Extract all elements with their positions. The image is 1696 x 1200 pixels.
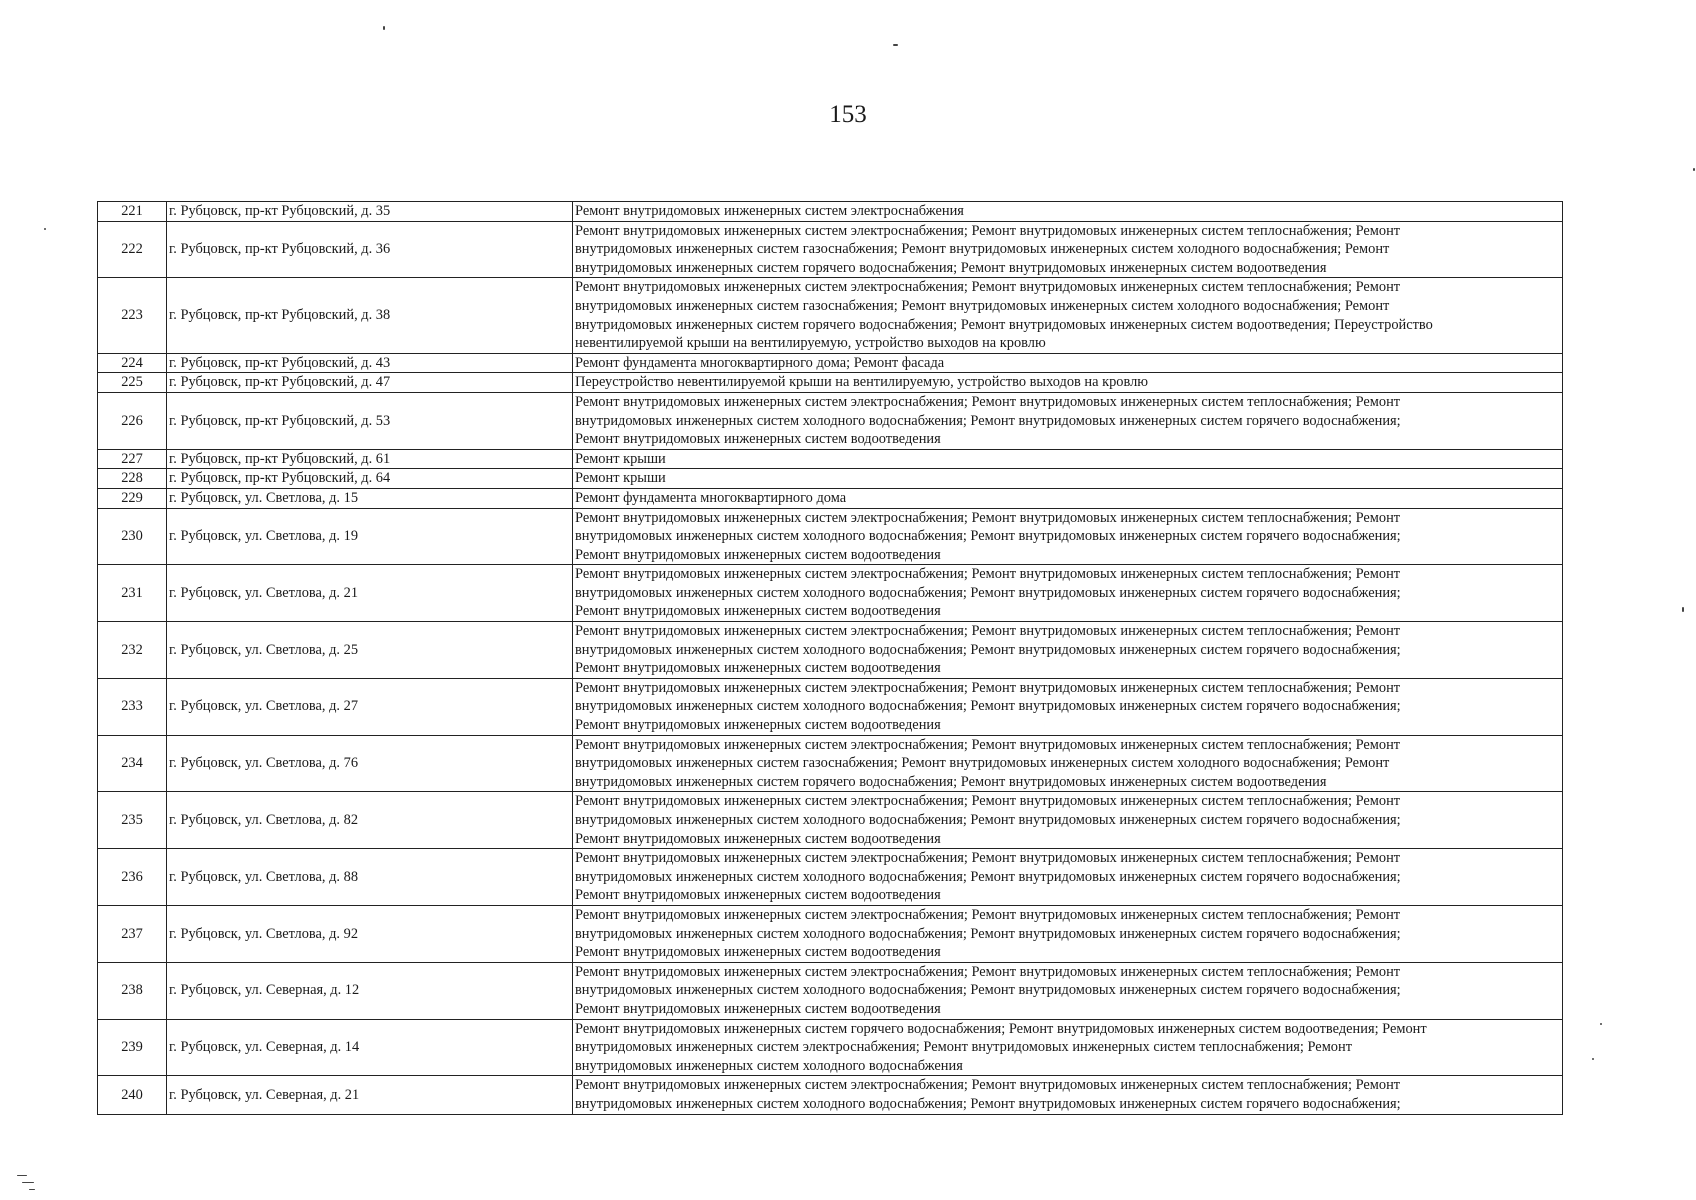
work-description-cell [573, 392, 1563, 449]
address-cell: г. Рубцовск, ул. Светлова, д. 15 [167, 488, 573, 508]
work-description-line: Ремонт внутридомовых инженерных систем водоотведения [575, 546, 941, 563]
work-description-line: Ремонт внутридомовых инженерных систем электроснабжения; Ремонт внутридомовых инженерных систем теплоснабжения; Ремонт [575, 623, 1401, 640]
address-cell: г. Рубцовск, ул. Светлова, д. 27 [167, 678, 573, 735]
work-description-line: внутридомовых инженерных систем газоснабжения; Ремонт внутридомовых инженерных систем холодного водоснабжения; Ремонт [575, 297, 1390, 314]
address-cell: г. Рубцовск, пр-кт Рубцовский, д. 53 [167, 392, 573, 449]
scan-speck [44, 228, 46, 230]
work-description-cell [573, 1019, 1563, 1076]
work-description-line: Ремонт внутридомовых инженерных систем водоотведения [575, 603, 941, 620]
work-description-cell [573, 202, 1563, 222]
table-row [98, 962, 1563, 1019]
work-description-line: внутридомовых инженерных систем холодного водоснабжения; Ремонт внутридомовых инженерных систем горячего водоснабжения; [575, 982, 1401, 999]
table-row [98, 565, 1563, 622]
row-number-cell: 232 [98, 622, 167, 679]
work-description-line: внутридомовых инженерных систем горячего водоснабжения; Ремонт внутридомовых инженерных систем водоотведения; Переустройство [575, 316, 1433, 333]
work-description-line: внутридомовых инженерных систем холодного водоснабжения; Ремонт внутридомовых инженерных систем горячего водоснабжения; [575, 528, 1401, 545]
scan-speck [893, 44, 898, 46]
row-number-cell: 225 [98, 373, 167, 393]
work-description-cell [573, 735, 1563, 792]
table-row [98, 202, 1563, 222]
row-number-cell: 240 [98, 1076, 167, 1114]
work-description-line: Ремонт фундамента многоквартирного дома [575, 489, 847, 506]
work-description-line: внутридомовых инженерных систем горячего водоснабжения; Ремонт внутридомовых инженерных систем водоотведения [575, 773, 1327, 790]
table-row [98, 1076, 1563, 1114]
row-number-cell: 234 [98, 735, 167, 792]
table-row [98, 449, 1563, 469]
work-description-cell [573, 449, 1563, 469]
scan-speck [1682, 607, 1684, 612]
table-row [98, 735, 1563, 792]
work-description-cell [573, 1076, 1563, 1114]
table-row [98, 469, 1563, 489]
work-description-line: Переустройство невентилируемой крыши на вентилируемую, устройство выходов на кровлю [575, 374, 1149, 391]
work-description-cell [573, 792, 1563, 849]
work-description-cell [573, 565, 1563, 622]
table-row [98, 373, 1563, 393]
address-cell: г. Рубцовск, ул. Светлова, д. 19 [167, 508, 573, 565]
address-cell: г. Рубцовск, пр-кт Рубцовский, д. 38 [167, 278, 573, 353]
address-cell: г. Рубцовск, ул. Северная, д. 21 [167, 1076, 573, 1114]
work-description-line: Ремонт внутридомовых инженерных систем электроснабжения; Ремонт внутридомовых инженерных систем теплоснабжения; Ремонт [575, 736, 1401, 753]
work-description-line: Ремонт внутридомовых инженерных систем электроснабжения; Ремонт внутридомовых инженерных систем теплоснабжения; Ремонт [575, 222, 1401, 239]
table-row [98, 392, 1563, 449]
address-cell: г. Рубцовск, ул. Светлова, д. 88 [167, 849, 573, 906]
work-description-line: Ремонт внутридомовых инженерных систем водоотведения [575, 830, 941, 847]
work-description-line: внутридомовых инженерных систем холодного водоснабжения [575, 1057, 963, 1074]
work-description-line: внутридомовых инженерных систем холодного водоснабжения; Ремонт внутридомовых инженерных систем горячего водоснабжения; [575, 698, 1401, 715]
work-description-line: Ремонт внутридомовых инженерных систем электроснабжения; Ремонт внутридомовых инженерных систем теплоснабжения; Ремонт [575, 793, 1401, 810]
address-cell: г. Рубцовск, ул. Светлова, д. 21 [167, 565, 573, 622]
works-table-container [97, 201, 1563, 1115]
table-row [98, 1019, 1563, 1076]
work-description-line: Ремонт внутридомовых инженерных систем электроснабжения; Ремонт внутридомовых инженерных систем теплоснабжения; Ремонт [575, 393, 1401, 410]
work-description-line: Ремонт внутридомовых инженерных систем электроснабжения; Ремонт внутридомовых инженерных систем теплоснабжения; Ремонт [575, 279, 1401, 296]
table-row [98, 678, 1563, 735]
row-number-cell: 238 [98, 962, 167, 1019]
row-number-cell: 227 [98, 449, 167, 469]
work-description-line: внутридомовых инженерных систем холодного водоснабжения; Ремонт внутридомовых инженерных систем горячего водоснабжения; [575, 641, 1401, 658]
work-description-cell [573, 221, 1563, 278]
work-description-line: Ремонт крыши [575, 450, 666, 467]
row-number-cell: 229 [98, 488, 167, 508]
work-description-cell [573, 678, 1563, 735]
address-cell: г. Рубцовск, ул. Светлова, д. 25 [167, 622, 573, 679]
work-description-cell [573, 278, 1563, 353]
work-description-line: Ремонт внутридомовых инженерных систем водоотведения [575, 431, 941, 448]
address-cell: г. Рубцовск, ул. Светлова, д. 92 [167, 905, 573, 962]
work-description-line: внутридомовых инженерных систем холодного водоснабжения; Ремонт внутридомовых инженерных систем горячего водоснабжения; [575, 412, 1401, 429]
address-cell: г. Рубцовск, пр-кт Рубцовский, д. 47 [167, 373, 573, 393]
work-description-line: Ремонт внутридомовых инженерных систем водоотведения [575, 944, 941, 961]
work-description-cell [573, 373, 1563, 393]
work-description-line: внутридомовых инженерных систем холодного водоснабжения; Ремонт внутридомовых инженерных систем горячего водоснабжения; [575, 1095, 1401, 1112]
address-cell: г. Рубцовск, пр-кт Рубцовский, д. 64 [167, 469, 573, 489]
work-description-line: Ремонт внутридомовых инженерных систем электроснабжения; Ремонт внутридомовых инженерных систем теплоснабжения; Ремонт [575, 679, 1401, 696]
scan-speck [29, 1189, 35, 1190]
scan-speck [22, 1182, 34, 1183]
table-row [98, 849, 1563, 906]
address-cell: г. Рубцовск, пр-кт Рубцовский, д. 43 [167, 353, 573, 373]
work-description-line: Ремонт внутридомовых инженерных систем водоотведения [575, 887, 941, 904]
row-number-cell: 235 [98, 792, 167, 849]
work-description-line: Ремонт внутридомовых инженерных систем водоотведения [575, 660, 941, 677]
address-cell: г. Рубцовск, пр-кт Рубцовский, д. 35 [167, 202, 573, 222]
row-number-cell: 221 [98, 202, 167, 222]
page-number: 153 [829, 101, 867, 128]
table-row [98, 905, 1563, 962]
work-description-line: Ремонт внутридомовых инженерных систем электроснабжения; Ремонт внутридомовых инженерных систем теплоснабжения; Ремонт [575, 1077, 1401, 1094]
row-number-cell: 228 [98, 469, 167, 489]
work-description-line: невентилируемой крыши на вентилируемую, устройство выходов на кровлю [575, 335, 1046, 352]
work-description-line: Ремонт внутридомовых инженерных систем горячего водоснабжения; Ремонт внутридомовых инженерных систем водоотведения; Ремонт [575, 1020, 1427, 1037]
address-cell: г. Рубцовск, пр-кт Рубцовский, д. 36 [167, 221, 573, 278]
scan-speck [383, 26, 385, 30]
work-description-cell [573, 622, 1563, 679]
table-row [98, 488, 1563, 508]
work-description-cell [573, 905, 1563, 962]
address-cell: г. Рубцовск, пр-кт Рубцовский, д. 61 [167, 449, 573, 469]
table-row [98, 508, 1563, 565]
work-description-line: Ремонт внутридомовых инженерных систем водоотведения [575, 1000, 941, 1017]
table-row [98, 792, 1563, 849]
work-description-line: внутридомовых инженерных систем электроснабжения; Ремонт внутридомовых инженерных систем теплоснабжения; Ремонт [575, 1039, 1352, 1056]
work-description-line: внутридомовых инженерных систем холодного водоснабжения; Ремонт внутридомовых инженерных систем горячего водоснабжения; [575, 812, 1401, 828]
works-table [97, 201, 1563, 1115]
work-description-line: внутридомовых инженерных систем горячего водоснабжения; Ремонт внутридомовых инженерных систем водоотведения [575, 259, 1327, 276]
work-description-line: внутридомовых инженерных систем газоснабжения; Ремонт внутридомовых инженерных систем холодного водоснабжения; Ремонт [575, 241, 1390, 258]
work-description-line: Ремонт внутридомовых инженерных систем электроснабжения; Ремонт внутридомовых инженерных систем теплоснабжения; Ремонт [575, 566, 1401, 583]
work-description-cell [573, 962, 1563, 1019]
work-description-line: внутридомовых инженерных систем холодного водоснабжения; Ремонт внутридомовых инженерных систем горячего водоснабжения; [575, 868, 1401, 885]
row-number-cell: 237 [98, 905, 167, 962]
scan-speck [1600, 1023, 1602, 1025]
row-number-cell: 223 [98, 278, 167, 353]
work-description-cell [573, 508, 1563, 565]
row-number-cell: 233 [98, 678, 167, 735]
scan-speck [1592, 1058, 1594, 1060]
table-row [98, 221, 1563, 278]
row-number-cell: 236 [98, 849, 167, 906]
work-description-line: внутридомовых инженерных систем холодного водоснабжения; Ремонт внутридомовых инженерных систем горячего водоснабжения; [575, 584, 1401, 601]
scan-speck [17, 1175, 27, 1176]
work-description-line: Ремонт внутридомовых инженерных систем электроснабжения; Ремонт внутридомовых инженерных систем теплоснабжения; Ремонт [575, 906, 1401, 923]
work-description-cell [573, 488, 1563, 508]
address-cell: г. Рубцовск, ул. Светлова, д. 82 [167, 792, 573, 849]
work-description-line: Ремонт внутридомовых инженерных систем водоотведения [575, 717, 941, 734]
work-description-line: Ремонт фундамента многоквартирного дома; Ремонт фасада [575, 354, 945, 371]
row-number-cell: 230 [98, 508, 167, 565]
row-number-cell: 222 [98, 221, 167, 278]
works-table-body [98, 202, 1563, 1115]
table-row [98, 622, 1563, 679]
table-row [98, 353, 1563, 373]
work-description-cell [573, 353, 1563, 373]
work-description-line: Ремонт внутридомовых инженерных систем электроснабжения [575, 203, 964, 219]
row-number-cell: 226 [98, 392, 167, 449]
work-description-line: внутридомовых инженерных систем газоснабжения; Ремонт внутридомовых инженерных систем холодного водоснабжения; Ремонт [575, 755, 1390, 772]
work-description-line: Ремонт внутридомовых инженерных систем электроснабжения; Ремонт внутридомовых инженерных систем теплоснабжения; Ремонт [575, 963, 1401, 980]
work-description-line: Ремонт крыши [575, 470, 666, 487]
row-number-cell: 239 [98, 1019, 167, 1076]
row-number-cell: 224 [98, 353, 167, 373]
work-description-cell [573, 849, 1563, 906]
work-description-cell [573, 469, 1563, 489]
table-row [98, 278, 1563, 353]
address-cell: г. Рубцовск, ул. Северная, д. 12 [167, 962, 573, 1019]
address-cell: г. Рубцовск, ул. Светлова, д. 76 [167, 735, 573, 792]
scan-speck [1693, 168, 1695, 171]
address-cell: г. Рубцовск, ул. Северная, д. 14 [167, 1019, 573, 1076]
row-number-cell: 231 [98, 565, 167, 622]
work-description-line: внутридомовых инженерных систем холодного водоснабжения; Ремонт внутридомовых инженерных систем горячего водоснабжения; [575, 925, 1401, 942]
work-description-line: Ремонт внутридомовых инженерных систем электроснабжения; Ремонт внутридомовых инженерных систем теплоснабжения; Ремонт [575, 509, 1401, 526]
work-description-line: Ремонт внутридомовых инженерных систем электроснабжения; Ремонт внутридомовых инженерных систем теплоснабжения; Ремонт [575, 850, 1401, 867]
